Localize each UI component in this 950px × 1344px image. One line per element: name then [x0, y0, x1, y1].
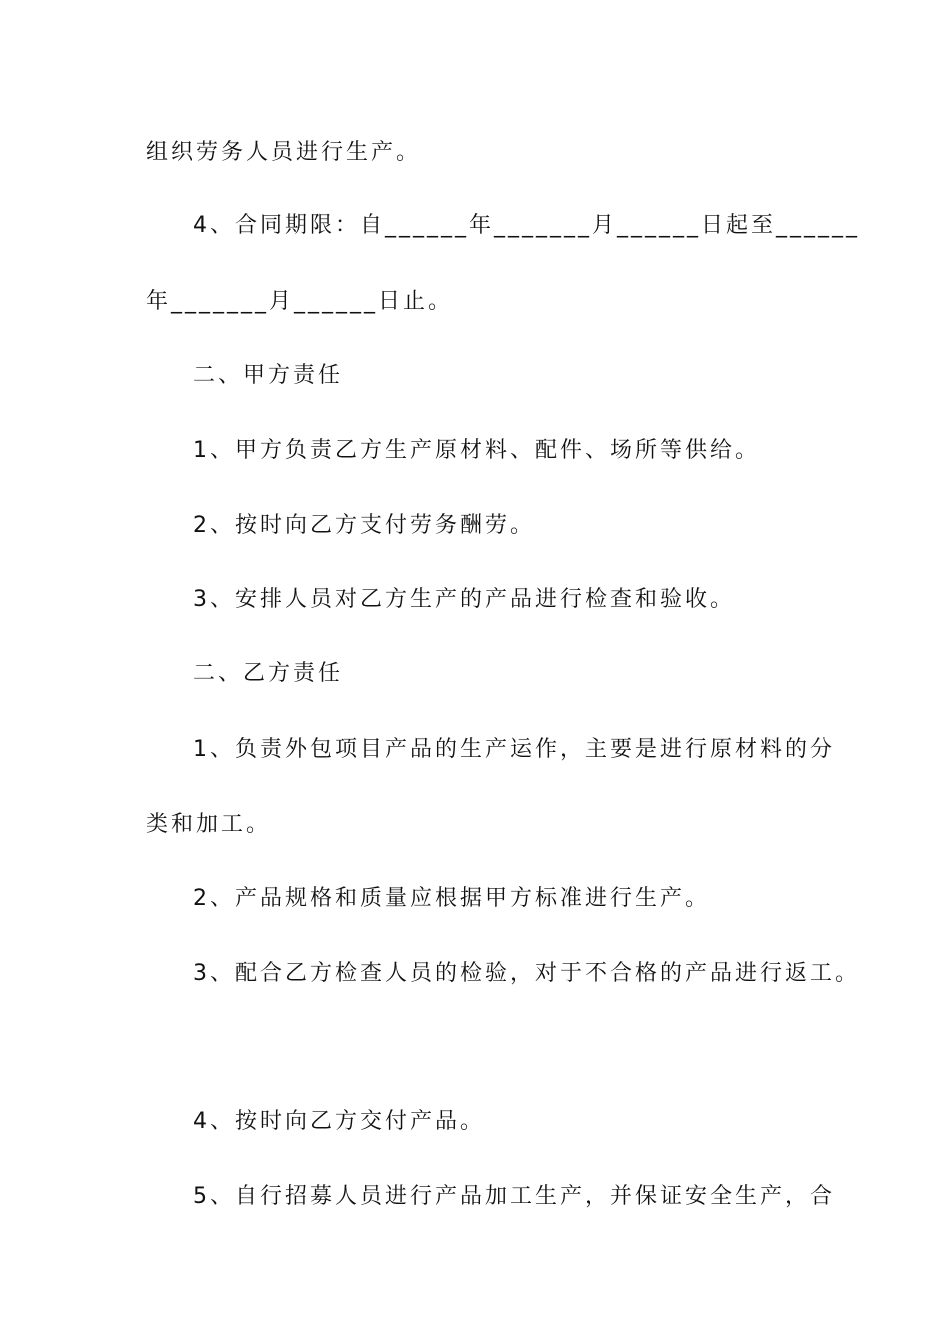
- list-item: 4、按时向乙方交付产品。: [193, 1109, 485, 1134]
- section-heading: 二、甲方责任: [193, 363, 344, 388]
- list-item-continued: 类和加工。: [146, 812, 272, 837]
- paragraph-line: 组织劳务人员进行生产。: [146, 140, 422, 165]
- list-item: 2、按时向乙方支付劳务酬劳。: [193, 513, 535, 538]
- list-item: 5、自行招募人员进行产品加工生产，并保证安全生产，合: [193, 1184, 835, 1209]
- list-item: 3、安排人员对乙方生产的产品进行检查和验收。: [193, 587, 735, 612]
- list-item: 3、配合乙方检查人员的检验，对于不合格的产品进行返工。: [193, 961, 860, 986]
- contract-term-line: 4、合同期限：自______年_______月______日起至______: [193, 213, 860, 238]
- list-item: 1、甲方负责乙方生产原材料、配件、场所等供给。: [193, 438, 760, 463]
- section-heading: 二、乙方责任: [193, 661, 344, 686]
- list-item: 2、产品规格和质量应根据甲方标准进行生产。: [193, 886, 710, 911]
- contract-term-line-continued: 年_______月______日止。: [146, 289, 454, 314]
- list-item: 1、负责外包项目产品的生产运作，主要是进行原材料的分: [193, 737, 835, 762]
